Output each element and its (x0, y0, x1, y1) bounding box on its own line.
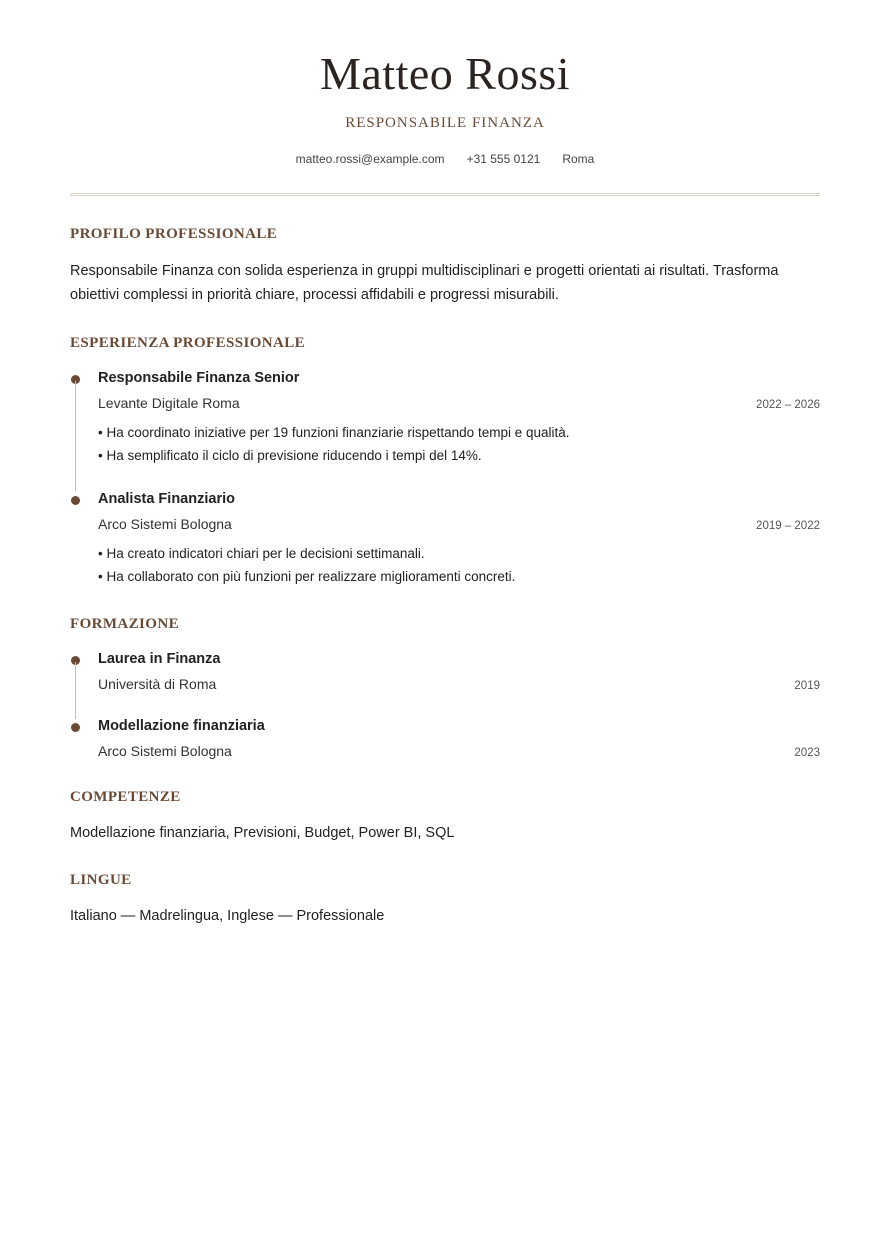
job-bullet: • Ha collaborato con più funzioni per realizzare miglioramenti concreti. (98, 569, 516, 584)
degree-meta (98, 742, 820, 760)
job-bullets (98, 421, 820, 467)
experience-entry (70, 490, 820, 588)
education-timeline (70, 650, 820, 760)
timeline-dot (71, 723, 80, 732)
timeline-dot (71, 496, 80, 505)
contact-phone[interactable]: +31 555 0121 (466, 152, 541, 166)
education-heading: FORMAZIONE (70, 616, 179, 632)
education-entry (70, 717, 820, 760)
job-bullets (98, 542, 820, 588)
degree-year: 2023 (794, 747, 820, 759)
job-company: Arco Sistemi Bologna (98, 516, 232, 532)
experience-heading: ESPERIENZA PROFESSIONALE (70, 335, 306, 351)
skills-heading: COMPETENZE (70, 789, 181, 805)
job-title: Responsabile Finanza Senior (98, 370, 300, 386)
contact-email[interactable]: matteo.rossi@example.com (295, 152, 445, 166)
contact-line (70, 151, 820, 167)
timeline-line (75, 662, 76, 719)
skills-section (70, 788, 820, 845)
degree-school: Università di Roma (98, 676, 217, 692)
degree-school: Arco Sistemi Bologna (98, 743, 232, 759)
education-section (70, 615, 820, 760)
degree-year: 2019 (794, 680, 820, 692)
job-dates: 2019 – 2022 (756, 520, 820, 532)
degree-title: Laurea in Finanza (98, 651, 221, 667)
timeline-line (75, 381, 76, 491)
contact-city: Roma (562, 152, 595, 166)
candidate-name: Matteo Rossi (319, 48, 571, 99)
header-divider (70, 193, 820, 197)
job-title: Analista Finanziario (98, 491, 235, 507)
languages-heading: LINGUE (70, 872, 132, 888)
experience-entry (70, 369, 820, 490)
education-entry (70, 650, 820, 717)
job-bullet: • Ha coordinato iniziative per 19 funzioni finanziarie rispettando tempi e qualità. (98, 425, 570, 440)
experience-section (70, 334, 820, 588)
candidate-title: RESPONSABILE FINANZA (345, 115, 545, 131)
job-meta (98, 394, 820, 412)
job-company: Levante Digitale Roma (98, 395, 240, 411)
job-bullet: • Ha creato indicatori chiari per le decisioni settimanali. (98, 546, 425, 561)
profile-text: Responsabile Finanza con solida esperienza in gruppi multidisciplinari e progetti orientati ai risultati. Trasforma obiettivi complessi in priorità chiare, processi affidabili e progressi misurabili. (70, 263, 779, 303)
profile-section (70, 225, 820, 307)
profile-heading: PROFILO PROFESSIONALE (70, 226, 278, 242)
job-meta (98, 515, 820, 533)
skills-text: Modellazione finanziaria, Previsioni, Budget, Power BI, SQL (70, 825, 455, 841)
job-bullet: • Ha semplificato il ciclo di previsione riducendo i tempi del 14%. (98, 448, 482, 463)
job-dates: 2022 – 2026 (756, 399, 820, 411)
languages-text: Italiano — Madrelingua, Inglese — Professionale (70, 908, 385, 924)
resume-header (70, 0, 820, 167)
languages-section (70, 871, 820, 928)
degree-title: Modellazione finanziaria (98, 718, 265, 734)
experience-timeline (70, 369, 820, 588)
degree-meta (98, 675, 820, 693)
